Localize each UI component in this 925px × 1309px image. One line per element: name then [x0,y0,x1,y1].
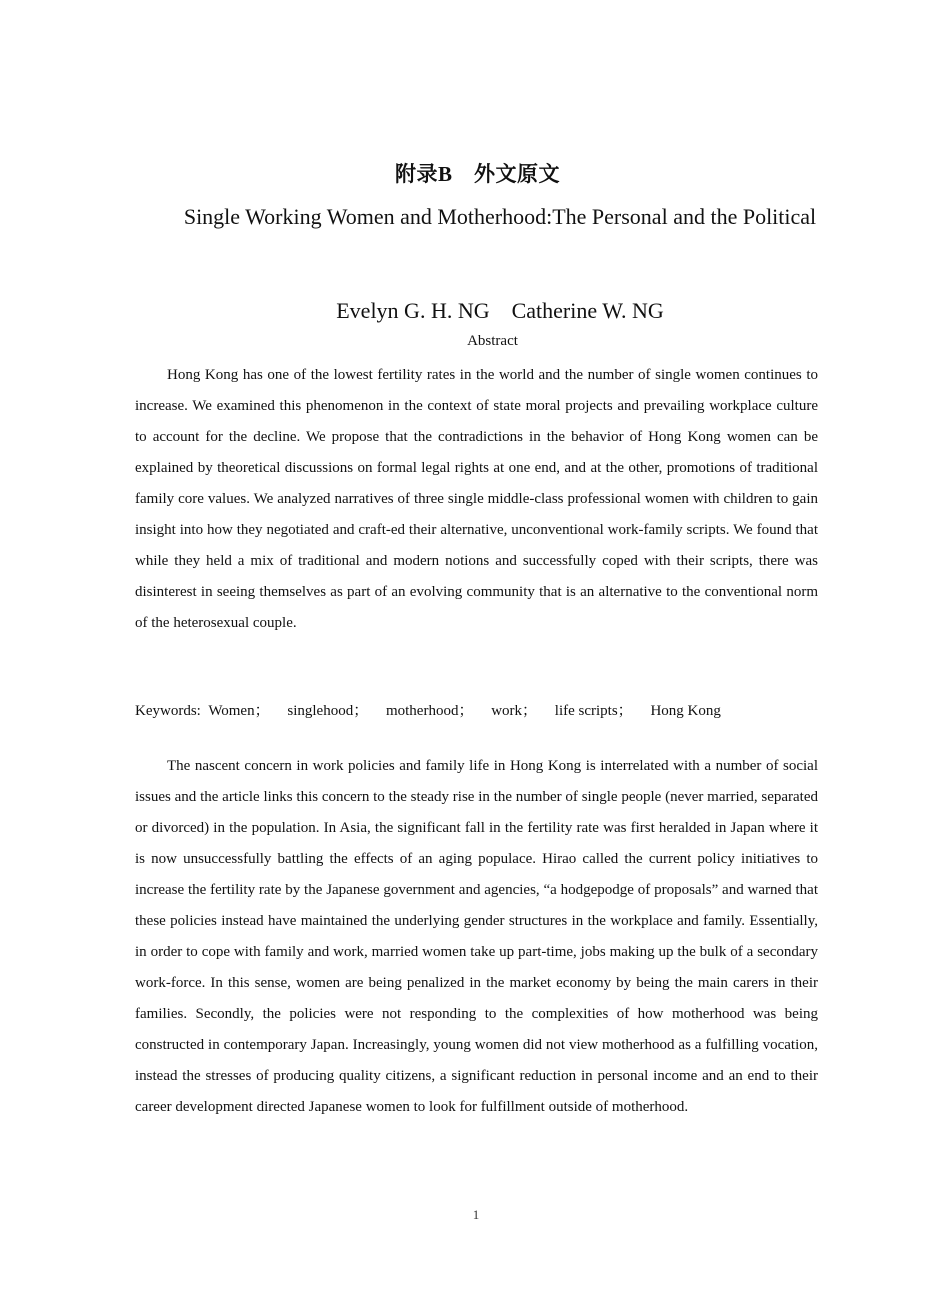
keywords-label: Keywords: [135,703,201,719]
keyword-item: Women； [208,703,270,719]
body-paragraph: The nascent concern in work policies and family life in Hong Kong is interrelated with a number of social issues and the article links this concern to the steady rise in the number of single people (never married, separated or divorced) in the population. In Asia, the significant fall in the fertility rate was first heralded in Japan where it is now unsuccessfully battling the effects of an aging populace. Hirao called the current policy initiatives to increase the fertility rate by the Japanese government and agencies, “a hodgepodge of proposals” and warned that these policies instead have maintained the underlying gender structures in the workplace and family. Essentially, in order to cope with family and work, married women take up part-time, jobs making up the bulk of a secondary work-force. In this sense, women are being penalized in the market economy by being the main carers in their families. Secondly, the policies were not responding to the complexities of how motherhood was being constructed in contemporary Japan. Increasingly, young women did not view motherhood as a fulfilling vocation, instead the stresses of producing quality citizens, a significant reduction in personal income and an end to their career development directed Japanese women to look for fulfillment outside of motherhood. [135,758,818,1115]
keywords-line [135,699,825,720]
abstract-label: Abstract [467,333,518,349]
keyword-item: motherhood； [385,703,474,719]
appendix-heading: 附录B 外文原文 [394,162,560,186]
keyword-item: singlehood； [287,703,369,719]
keyword-item: Hong Kong [650,703,721,719]
abstract-text: Hong Kong has one of the lowest fertility rates in the world and the number of single women continues to increase. We examined this phenomenon in the context of state moral projects and prevailing workplace culture to account for the decline. We propose that the contradictions in the behavior of Hong Kong women can be explained by theoretical discussions on formal legal rights at one end, and at the other, promotions of traditional family core values. We analyzed narratives of three single middle-class professional women with children to gain insight into how they negotiated and craft-ed their alternative, unconventional work-family scripts. We found that while they held a mix of traditional and modern notions and successfully coped with their scripts, there was disinterest in seeing themselves as part of an evolving community that is an alternative to the conventional norm of the heterosexual couple. [135,367,818,631]
paper-title: Single Working Women and Motherhood:The Personal and the Political [183,204,817,229]
keyword-item: life scripts； [554,703,633,719]
authors: Evelyn G. H. NG Catherine W. NG [336,298,664,323]
keyword-item: work； [491,703,538,719]
page-number: 1 [472,1207,480,1222]
